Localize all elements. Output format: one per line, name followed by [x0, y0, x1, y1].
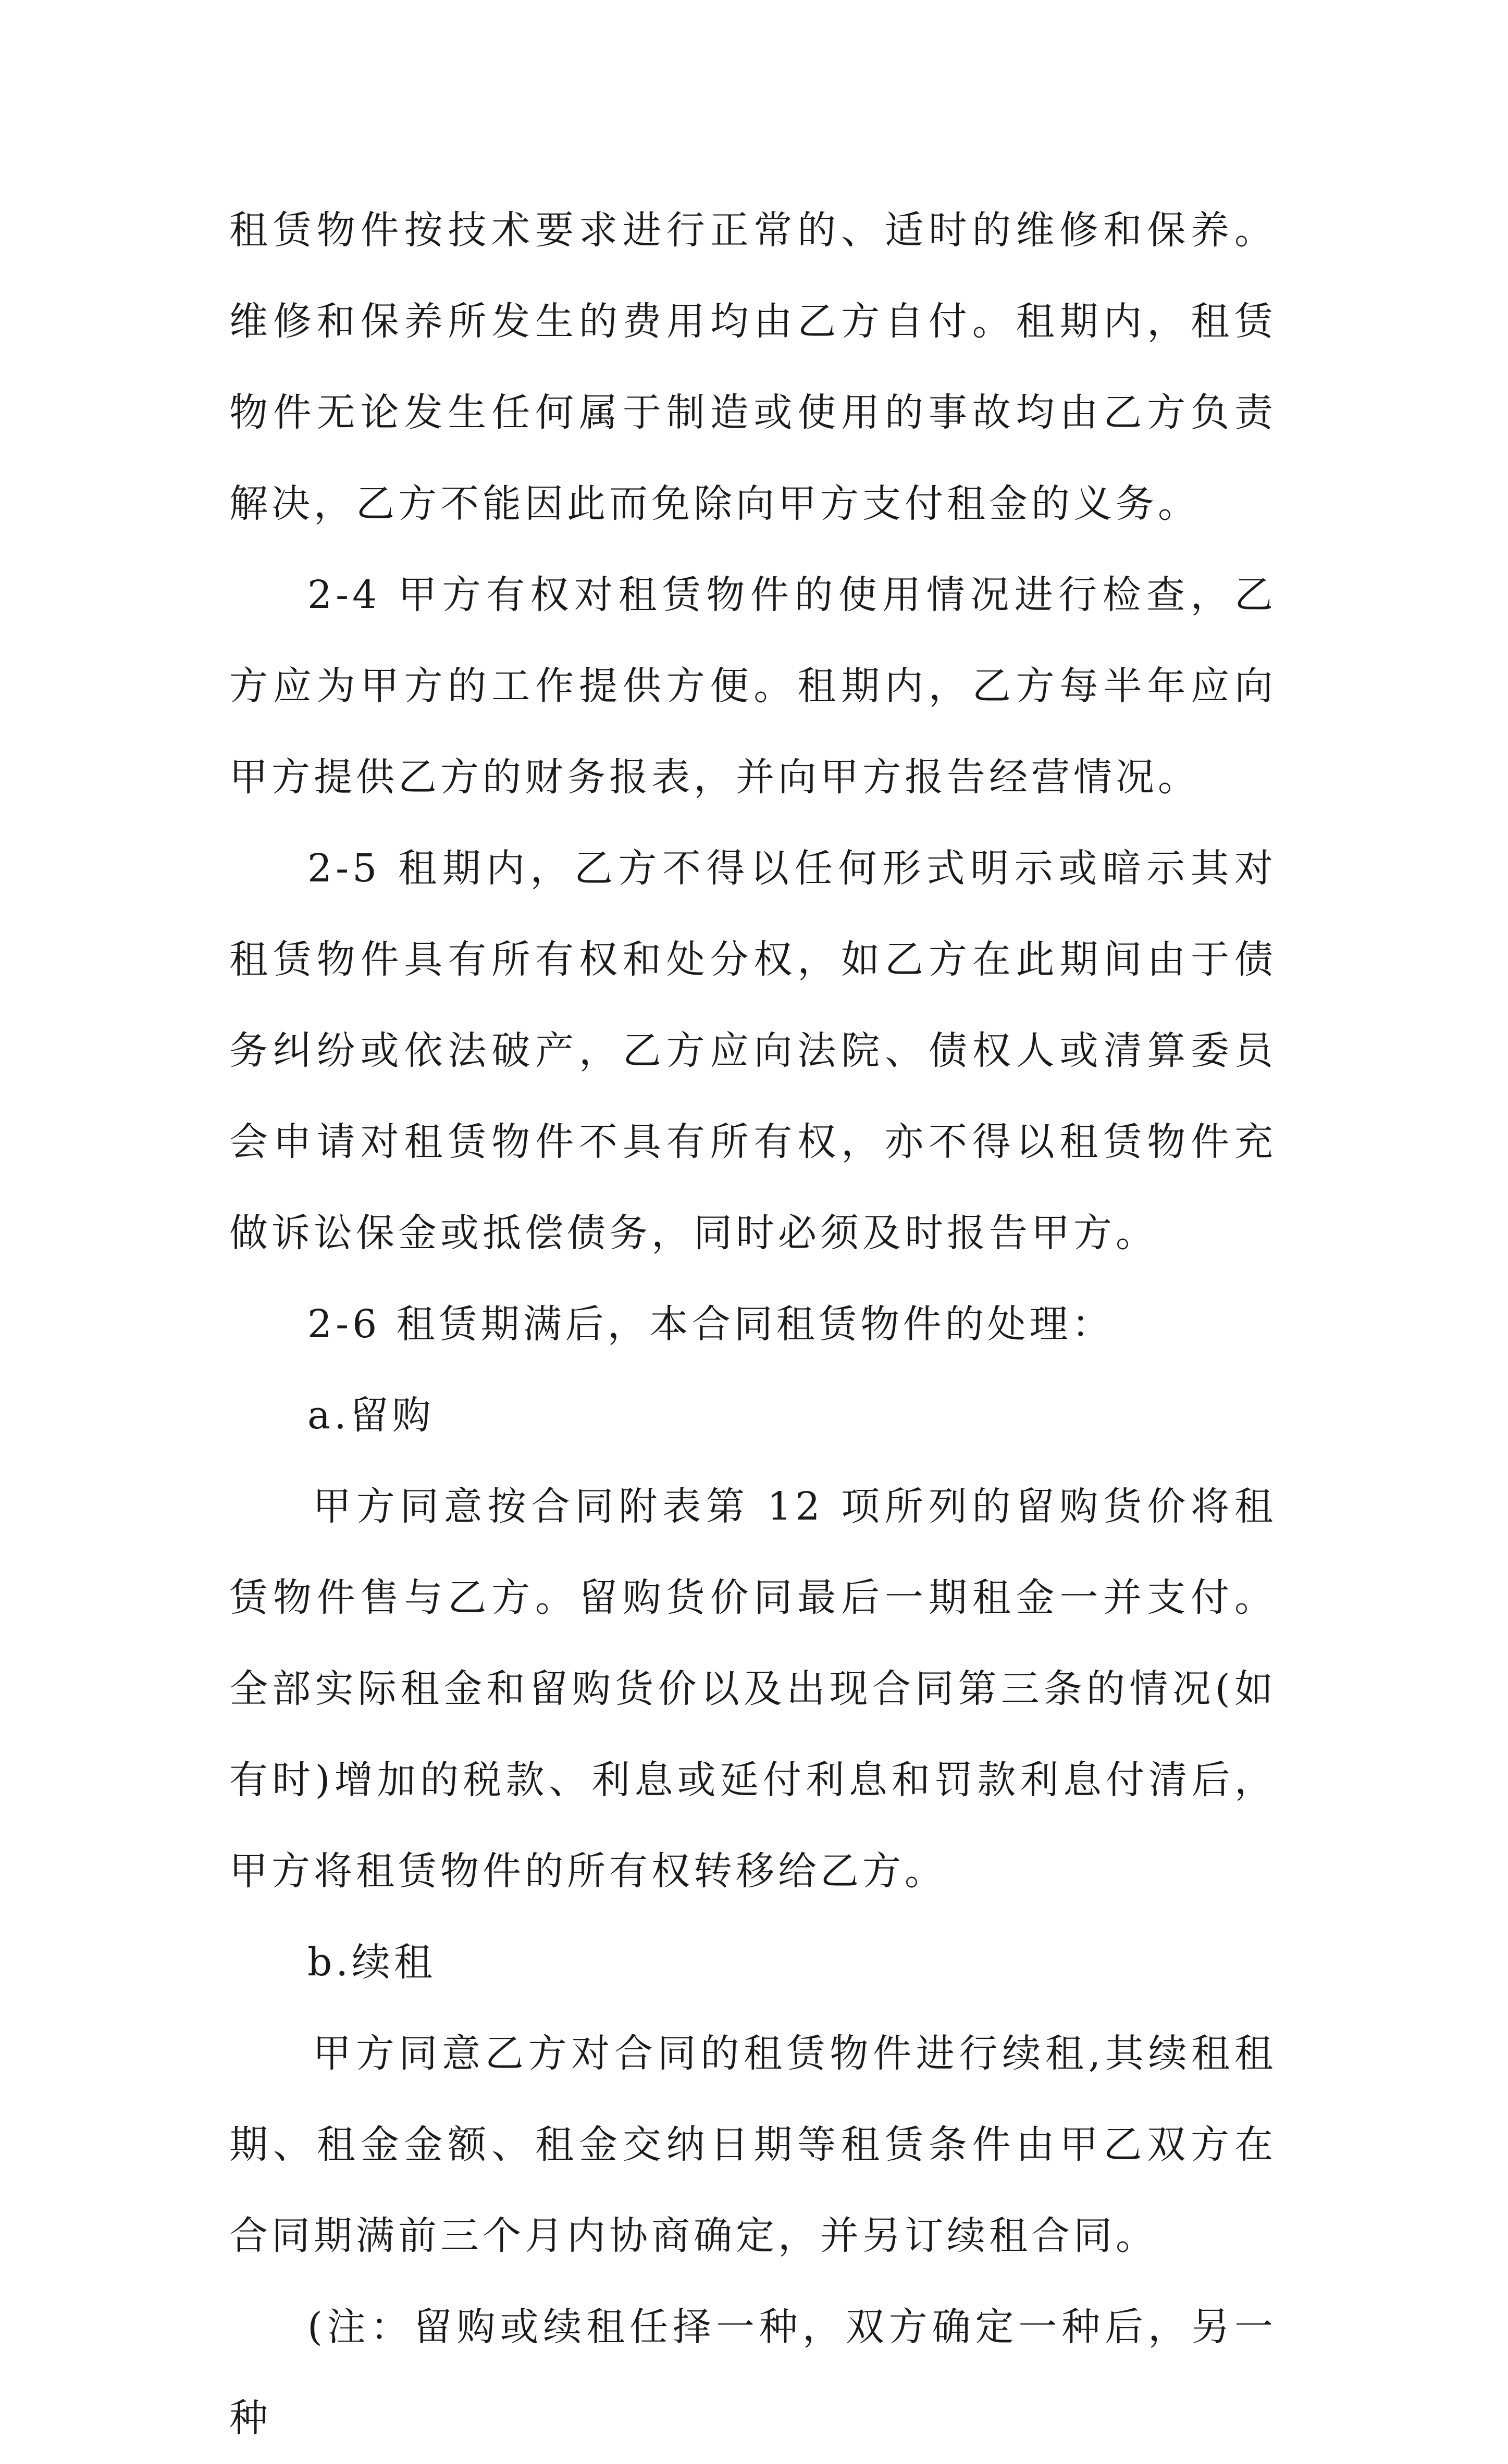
paragraph-note: (注：留购或续租任择一种，双方确定一种后，另一种 — [229, 2305, 1277, 2441]
subheading-purchase: a.留购 — [307, 1393, 435, 1438]
paragraph-maintenance: 租赁物件按技术要求进行正常的、适时的维修和保养。维修和保养所发生的费用均由乙方自付。租期内，租赁物件无论发生任何属于制造或使用的事故均由乙方负责解决，乙方不能因此而免除向甲方支付租金的义务。 — [229, 208, 1277, 526]
subheading-renewal: b.续租 — [307, 1940, 436, 1985]
paragraph-2-5: 2-5 租期内，乙方不得以任何形式明示或暗示其对租赁物件具有所有权和处分权，如乙方在此期间由于债务纠纷或依法破产，乙方应向法院、债权人或清算委员会申请对租赁物件不具有所有权，亦不得以租赁物件充做诉讼保金或抵偿债务，同时必须及时报告甲方。 — [229, 846, 1277, 1255]
paragraph-purchase: 甲方同意按合同附表第 12 项所列的留购货价将租赁物件售与乙方。留购货价同最后一期租金一并支付。全部实际租金和留购货价以及出现合同第三条的情况(如有时)增加的税款、利息或延付利息和罚款利息付清后，甲方将租赁物件的所有权转移给乙方。 — [229, 1484, 1277, 1894]
contract-body — [229, 185, 1277, 2464]
paragraph-renewal: 甲方同意乙方对合同的租赁物件进行续租,其续租租期、租金金额、租金交纳日期等租赁条件由甲乙双方在合同期满前三个月内协商确定，并另订续租合同。 — [229, 2031, 1277, 2258]
paragraph-2-4: 2-4 甲方有权对租赁物件的使用情况进行检查，乙方应为甲方的工作提供方便。租期内，乙方每半年应向甲方提供乙方的财务报表，并向甲方报告经营情况。 — [229, 573, 1277, 800]
paragraph-2-6: 2-6 租赁期满后，本合同租赁物件的处理： — [307, 1302, 1114, 1347]
